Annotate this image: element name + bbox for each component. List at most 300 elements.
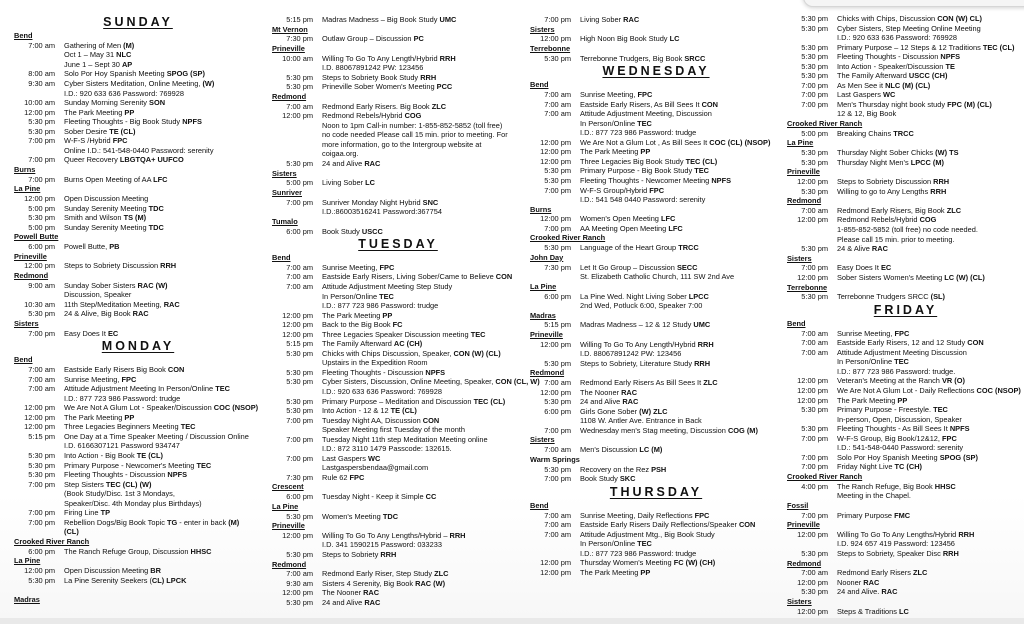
meeting-row (787, 578, 1024, 588)
meeting-location-code: COG (M) (727, 425, 758, 435)
meeting-time: 7:00 pm (544, 15, 571, 24)
meeting-location-code: SPOG (SP) (939, 452, 978, 462)
meeting-description (837, 348, 1024, 358)
meeting-time: 12:00 pm (797, 529, 828, 539)
city-heading: John Day (530, 252, 564, 262)
meeting-title: Back to the Big Book (322, 320, 393, 330)
city-heading: Bend (272, 253, 291, 263)
meeting-title: 11th Step/Meditation Meeting, (64, 299, 164, 309)
meeting-title: Last Gaspers (322, 453, 369, 463)
meeting-row (14, 69, 262, 79)
meeting-row (14, 329, 262, 339)
meeting-title: Fleeting Thoughts - Discussion (322, 367, 426, 377)
notification-banner[interactable] (803, 0, 1024, 7)
meeting-row (14, 508, 262, 518)
meeting-time: 7:00 pm (286, 415, 313, 425)
meeting-description (64, 470, 262, 480)
meeting-description (322, 588, 524, 598)
meeting-time: 5:15 pm (286, 339, 313, 349)
meeting-time: 5:30 pm (801, 424, 828, 434)
meeting-title: Girls Gone Sober (580, 406, 640, 416)
meeting-time: 10:00 am (24, 98, 55, 108)
meeting-description (837, 530, 1024, 540)
meeting-title: Redmond Rebels/Hybrid (837, 215, 920, 225)
meeting-row (787, 511, 1024, 521)
city-heading: Prineville (272, 521, 305, 531)
meeting-row (787, 453, 1024, 463)
meeting-location-code: COC (NSOP) (976, 385, 1021, 395)
meeting-detail-text: more information, go to the Intergroup website at (322, 139, 482, 149)
meeting-detail-text: Noon to 1pm Call-in number: 1-855-852-5852 (toll free) (322, 120, 503, 130)
meeting-title: Willing To Go To Any Lengths/Hybrid (837, 529, 959, 539)
meeting-location-code: RRH (420, 72, 437, 82)
meeting-description (837, 338, 1024, 348)
meeting-title: Sunrise Meeting, (322, 262, 380, 272)
meeting-description (64, 384, 262, 394)
meeting-location-code: TEC (180, 422, 196, 432)
day-heading: FRIDAY (873, 302, 938, 317)
meeting-description (837, 405, 1024, 415)
meeting-row (787, 338, 1024, 348)
meeting-time: 5:30 pm (28, 450, 55, 460)
meeting-description (64, 69, 262, 79)
meeting-description (322, 111, 524, 121)
meeting-time: 5:00 pm (28, 222, 55, 232)
meeting-row (272, 320, 524, 330)
meeting-location-code: TE (945, 61, 955, 71)
meeting-description (837, 14, 1024, 24)
meeting-time: 5:30 pm (801, 14, 828, 23)
meeting-time: 7:00 pm (544, 425, 571, 435)
meeting-detail (530, 119, 782, 129)
meeting-description (322, 397, 524, 407)
meeting-row (14, 98, 262, 108)
city-heading: Redmond (14, 270, 49, 280)
meeting-time: 7:00 am (544, 99, 571, 109)
meeting-location-code: TDC (382, 511, 399, 521)
meeting-detail (787, 367, 1024, 377)
meeting-time: 12:00 pm (797, 273, 828, 283)
meeting-location-code: LFC (668, 223, 683, 233)
meeting-row (787, 81, 1024, 91)
meeting-description (322, 227, 524, 237)
city-heading: Warm Springs (530, 454, 580, 464)
meeting-title: Cyber Sisters, Discussion, Online Meeting, Speaker, (322, 377, 496, 387)
meeting-time: 12:00 pm (282, 320, 313, 330)
meeting-location-code: WC (883, 90, 896, 100)
meeting-location-code: CON (W) CL) (937, 14, 982, 23)
schedule-column-3 (530, 0, 782, 577)
meeting-detail (787, 491, 1024, 501)
meeting-description (322, 492, 524, 502)
meeting-location-code: PP (640, 147, 651, 157)
meeting-title: 24 & Alive, Big Book (64, 309, 133, 319)
meeting-row (14, 566, 262, 576)
meeting-time: 12:00 pm (797, 215, 828, 225)
meeting-time: 12:00 pm (540, 34, 571, 44)
meeting-title: Primary Purpose – 12 Steps & 12 Traditions (837, 42, 983, 52)
meeting-time: 5:15 pm (544, 320, 571, 330)
meeting-detail (530, 301, 782, 311)
meeting-row (787, 148, 1024, 158)
meeting-description (322, 512, 524, 522)
meeting-row (272, 579, 524, 589)
city-heading: Prineville (787, 167, 820, 177)
meeting-row (272, 569, 524, 579)
meeting-description (64, 413, 262, 423)
meeting-time: 5:30 pm (28, 575, 55, 585)
meeting-description (837, 100, 1024, 110)
meeting-title: Redmond Early Risers (837, 568, 913, 578)
meeting-time: 7:00 am (801, 205, 828, 215)
meeting-title: Sunriver Monday Night Hybrid (322, 197, 423, 207)
meeting-description (580, 378, 782, 388)
meeting-title: Tuesday Night 11th step Meditation Meeting online (322, 434, 488, 444)
meeting-row (272, 102, 524, 112)
meeting-description (837, 215, 1024, 225)
meeting-row (14, 576, 262, 586)
meeting-description (64, 136, 262, 146)
meeting-row (787, 568, 1024, 578)
meeting-description (580, 214, 782, 224)
meeting-detail-text: I.D. 341 1590215 Password: 033233 (322, 540, 442, 550)
meeting-title: Sober Desire (64, 126, 110, 136)
meeting-location-code: TEC (894, 357, 909, 367)
meeting-location-code: ZLC (434, 569, 449, 579)
city-heading: Prineville (530, 329, 563, 339)
meeting-time: 7:00 am (544, 510, 571, 520)
meeting-title: Eastside Early Risers, As Bill Sees It (580, 99, 702, 109)
meeting-title: W-F-S /Hybrid (64, 136, 113, 146)
city-heading: Redmond (272, 91, 307, 101)
meeting-detail (14, 394, 262, 404)
meeting-time: 5:30 pm (801, 148, 828, 158)
meeting-description (580, 176, 782, 186)
meeting-description (837, 62, 1024, 72)
meeting-detail-text: In-person, Open, Discussion, Speaker (837, 414, 962, 424)
meeting-title: Step Sisters (64, 479, 106, 489)
meeting-time: 5:30 pm (28, 213, 55, 223)
meeting-location-code: ZLC (703, 378, 718, 388)
meeting-detail (14, 290, 262, 300)
meeting-title: Three Legacies Speaker Discussion meeting (322, 329, 471, 339)
city-heading: Sisters (14, 318, 39, 328)
meeting-detail-text: I.D. 924 657 419 Password: 123456 (837, 539, 955, 549)
meeting-description (64, 309, 262, 319)
meeting-time: 12:00 pm (24, 422, 55, 432)
meeting-location-code: NPFS (182, 117, 202, 127)
meeting-row (14, 117, 262, 127)
meeting-title: One Day at a Time Speaker Meeting / Discussion Online (64, 431, 249, 441)
meeting-location-code: PC (413, 34, 424, 44)
meeting-row (272, 54, 524, 64)
meeting-location-code: PB (109, 242, 120, 252)
meeting-detail (14, 527, 262, 537)
meeting-location-code: LC (899, 606, 909, 616)
meeting-row (14, 223, 262, 233)
meeting-location-code: TEC (CL) (685, 156, 718, 166)
meeting-location-code: RRH (694, 358, 711, 368)
meeting-location-code: CON (738, 520, 756, 530)
meeting-location-code: PP (382, 310, 393, 320)
meeting-detail-text: 12 & 12, Big Book (837, 109, 897, 119)
meeting-location-code: NPFS (167, 470, 188, 480)
meeting-detail (14, 499, 262, 509)
meeting-location-code: RAC (364, 158, 381, 168)
meeting-time: 5:30 pm (286, 158, 313, 168)
meeting-title: W-F-S Group/Hybrid (580, 185, 650, 195)
meeting-location-code: RAC (W) (137, 280, 168, 290)
meeting-detail-text: In Person/Online (837, 357, 895, 367)
meeting-title: Attitude Adjustment Meeting Step Study (322, 281, 453, 291)
city-heading: Bend (14, 31, 33, 40)
meeting-row (530, 292, 782, 302)
day-heading: TUESDAY (358, 237, 438, 252)
meeting-row (272, 416, 524, 426)
meeting-row (530, 558, 782, 568)
meeting-description (580, 157, 782, 167)
meeting-location-code: PP (124, 107, 135, 117)
meeting-description (64, 213, 262, 223)
meeting-location-code: NPFS (949, 424, 970, 434)
meeting-row (787, 62, 1024, 72)
meeting-time: 7:00 am (544, 520, 571, 530)
meeting-title: La Pine Wed. Night Living Sober (580, 291, 689, 301)
city-heading: Fossil (787, 500, 809, 510)
meeting-description (580, 109, 782, 119)
meeting-location-code: (M) (123, 40, 135, 50)
meeting-location-code: NPFS (711, 175, 732, 185)
meeting-location-code: COG (404, 111, 422, 121)
meeting-title: The Ranch Refuge Group, Discussion (64, 546, 191, 556)
meeting-description (64, 194, 262, 204)
meeting-location-code: FC (392, 320, 403, 330)
meeting-detail (272, 121, 524, 131)
meeting-detail (530, 195, 782, 205)
meeting-row (530, 263, 782, 273)
meeting-title: The Nooner (580, 387, 622, 397)
meeting-location-code: RAC (623, 15, 640, 24)
meeting-location-code: SRCC (684, 53, 706, 63)
meeting-time: 12:00 pm (24, 412, 55, 422)
meeting-detail-text: Speaker Meeting first Tuesday of the month (322, 425, 465, 435)
meeting-time: 6:00 pm (28, 546, 55, 556)
meeting-detail-text: I.D.: 920 633 636 Password: 769928 (64, 88, 184, 98)
meeting-description (322, 263, 524, 273)
meeting-title: Redmond Early Risers. Big Book (322, 101, 432, 111)
meeting-description (580, 340, 782, 350)
meeting-row (787, 348, 1024, 358)
meeting-detail-text: In Person/Online (580, 118, 638, 128)
meeting-location-code: RRH (160, 261, 177, 271)
meeting-time: 5:30 pm (801, 71, 828, 81)
schedule-column-4 (787, 0, 1024, 616)
meeting-time: 5:30 pm (801, 61, 828, 71)
meeting-location-code: TDC (148, 222, 164, 232)
meeting-time: 12:00 pm (540, 156, 571, 166)
meeting-time: 12:00 pm (540, 387, 571, 397)
meeting-row (787, 386, 1024, 396)
meeting-location-code: PP (640, 567, 651, 577)
meeting-title: Primary Purpose - Newcomer's Meeting (64, 460, 197, 470)
meeting-row (272, 377, 540, 387)
meeting-detail-text: I.D.:86003516241 Password:367754 (322, 207, 442, 217)
meeting-location-code: TEC (637, 539, 652, 549)
meeting-row (272, 272, 524, 282)
meeting-title: Tuesday Night - Keep it Simple (322, 492, 426, 502)
meeting-description (64, 451, 262, 461)
meeting-title: Terrebonne Trudgers, Big Book (580, 53, 685, 63)
meeting-location-code: (W) (202, 78, 215, 88)
meeting-location-code: FPC (M) (CL) (947, 99, 992, 109)
meeting-title: Men's Discussion (580, 445, 640, 455)
meeting-location-code: CON (701, 99, 719, 109)
meeting-description (580, 558, 782, 568)
city-heading: La Pine (272, 501, 299, 511)
meeting-location-code: RAC (364, 598, 381, 608)
meeting-description (322, 178, 524, 188)
meeting-detail (530, 549, 782, 559)
meeting-location-code: CON (422, 415, 440, 425)
meeting-title: Attitude Adjustment Meeting, Discussion (580, 109, 712, 119)
meeting-description (64, 508, 262, 518)
meeting-time: 7:30 pm (286, 34, 313, 44)
meeting-title: High Noon Big Book Study (580, 34, 670, 44)
meeting-title: Attitude Adjustment Mtg., Big Book Study (580, 529, 715, 539)
city-heading: Prineville (272, 43, 305, 53)
meeting-detail (530, 416, 782, 426)
meeting-row (272, 178, 524, 188)
meeting-time: 5:00 pm (286, 178, 313, 188)
meeting-description (322, 579, 524, 589)
meeting-title: Steps & Traditions (837, 606, 900, 616)
city-heading: Crooked River Ranch (14, 536, 90, 546)
city-heading: Sisters (530, 435, 555, 445)
meeting-location-code: LC (365, 178, 375, 188)
meeting-description (322, 531, 524, 541)
meeting-location-code: FPC (349, 472, 365, 482)
meeting-location-code: RAC (881, 587, 898, 597)
meeting-location-code: CON (W) (CL) (453, 348, 501, 358)
meeting-description (580, 465, 782, 475)
meeting-location-code: ZLC (913, 568, 928, 578)
meeting-location-code: USCC (CH) (908, 71, 948, 81)
meeting-time: 7:00 am (544, 445, 571, 455)
meeting-description (580, 100, 782, 110)
meeting-row (787, 24, 1024, 34)
city-heading: Terrebonne (787, 282, 828, 292)
meeting-time: 7:00 pm (28, 517, 55, 527)
meeting-time: 7:00 pm (544, 185, 571, 195)
meeting-row (272, 598, 524, 608)
meeting-detail-text: I.D.: 541-548-0440 Password: serenity (837, 443, 964, 453)
meeting-detail-text: Online I.D.: 541-548-0440 Password: serenity (64, 145, 214, 155)
meeting-note: - enter in back (177, 517, 229, 527)
meeting-row (272, 531, 524, 541)
meeting-description (322, 73, 524, 83)
meeting-title: 24 & Alive (837, 244, 872, 254)
meeting-detail (14, 146, 262, 156)
meeting-title: Three Legacies Beginners Meeting (64, 422, 181, 432)
meeting-title: Last Gaspers (837, 90, 884, 100)
meeting-location-code: RRH (439, 53, 456, 63)
meeting-description (580, 568, 782, 578)
meeting-row (272, 198, 524, 208)
meeting-time: 7:00 pm (801, 263, 828, 273)
meeting-location-code: RRH (930, 186, 947, 196)
meeting-title: Thursday Night Men's (837, 157, 911, 167)
meeting-time: 5:30 pm (801, 52, 828, 62)
meeting-row (530, 166, 782, 176)
meeting-detail (14, 50, 262, 60)
meeting-detail-text: I.D.: 541 548 0440 Password: serenity (580, 195, 706, 205)
meeting-detail (787, 109, 1024, 119)
meeting-row (530, 407, 782, 417)
meeting-location-code: SKC (619, 474, 636, 484)
meeting-time: 8:00 am (28, 69, 55, 79)
meeting-detail-text: I.D.: 877 723 986 Password: trudge (580, 548, 697, 558)
meeting-description (322, 320, 524, 330)
meeting-description (64, 518, 262, 528)
meeting-row (787, 292, 1024, 302)
meeting-row (272, 368, 524, 378)
meeting-location-code: HHSC (190, 546, 212, 556)
meeting-description (322, 377, 540, 387)
meeting-title: Women's Meeting (322, 511, 383, 521)
meeting-time: 5:30 pm (544, 53, 571, 63)
meeting-title: Open Discussion Meeting (64, 566, 151, 576)
meeting-location-code: LC (W) (CL) (944, 273, 985, 283)
meeting-detail (14, 441, 262, 451)
meeting-title: Willing to go to Any Lengths (837, 186, 931, 196)
meeting-time: 5:30 pm (544, 175, 571, 185)
meeting-description (580, 388, 782, 398)
meeting-location-code: CL) LPCK (151, 575, 187, 585)
meeting-detail-text: Meeting in the Chapel. (837, 491, 911, 501)
meeting-row (530, 426, 782, 436)
meeting-title: Chicks with Chips, Discussion (837, 14, 938, 23)
meeting-detail (272, 63, 524, 73)
meeting-detail-text: I.D.: 872 3110 1479 Passcode: 132615. (322, 444, 452, 454)
meeting-time: 12:00 pm (797, 395, 828, 405)
meeting-description (837, 273, 1024, 283)
meeting-time: 12:00 pm (540, 339, 571, 349)
meeting-row (530, 54, 782, 64)
meeting-row (530, 530, 782, 540)
meeting-description (837, 376, 1024, 386)
meeting-description (580, 511, 782, 521)
meeting-time: 10:00 am (282, 53, 313, 63)
meeting-title: Powell Butte, (64, 242, 110, 252)
meeting-title: Into Action - 12 & 12 (322, 406, 391, 416)
meeting-location-code: COC (CL) (NSOP) (709, 137, 771, 147)
meeting-time: 7:00 pm (28, 136, 55, 146)
meeting-time: 5:30 pm (801, 587, 828, 597)
meeting-location-code: TEC (CL) (W) (105, 479, 152, 489)
meeting-location-code: CON (967, 338, 984, 348)
city-heading: Madras (530, 310, 556, 320)
meeting-time: 7:00 am (286, 281, 313, 291)
meeting-description (64, 175, 262, 185)
meeting-description (322, 198, 524, 208)
meeting-title: Redmond Early Risers As Bill Sees It (580, 378, 704, 388)
meeting-time: 12:00 pm (540, 567, 571, 577)
meeting-row (787, 424, 1024, 434)
meeting-row (272, 550, 524, 560)
meeting-row (530, 157, 782, 167)
meeting-detail-text: Discussion, Speaker (64, 290, 132, 300)
meeting-detail (787, 357, 1024, 367)
